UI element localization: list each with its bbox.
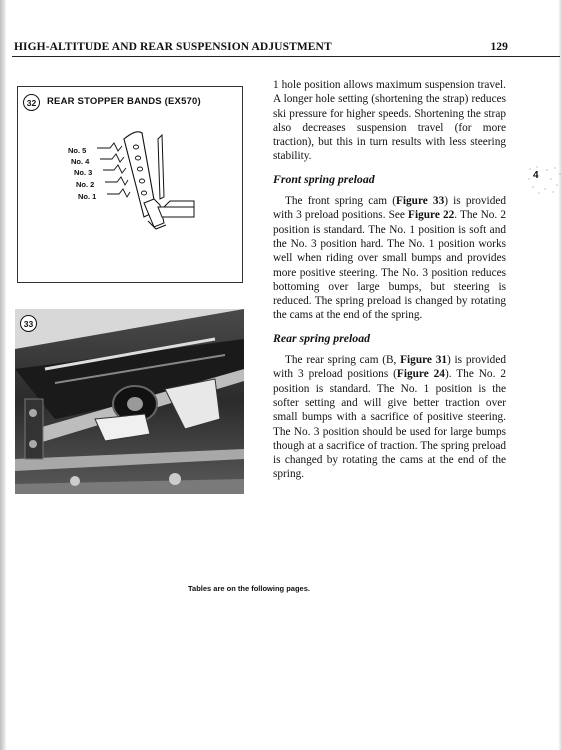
header-title: HIGH-ALTITUDE AND REAR SUSPENSION ADJUSTMENT: [14, 41, 332, 53]
position-label-4: No. 4: [71, 157, 90, 166]
text-run: The rear spring cam (B,: [285, 354, 401, 367]
figure-reference: Figure 22: [408, 209, 455, 222]
position-label-5: No. 5: [68, 146, 87, 155]
figure-32-box: [17, 86, 243, 283]
stopper-band-diagram: [66, 125, 196, 235]
position-label-1: No. 1: [78, 192, 97, 201]
figure-32-number: 32: [23, 94, 40, 111]
header-rule: [12, 56, 560, 57]
text-run: . The No. 2 position is standard. The No. 1 position is soft and the No. 3 position hard. The No. 1 position works well when riding over small bumps and provides more positive steering. The No. 3 position reduces bottoming over large bumps, but steering is reduced. The spring preload is changed by rotating the cams at the end of the spring.: [273, 209, 507, 322]
front-spring-heading: Front spring preload: [273, 171, 375, 186]
page-number: 129: [490, 41, 508, 53]
chapter-tab: [527, 165, 562, 195]
rear-spring-paragraph: [273, 353, 506, 482]
suspension-photo-illustration: [15, 309, 244, 494]
rear-spring-heading: Rear spring preload: [273, 330, 371, 345]
position-label-3: No. 3: [74, 168, 93, 177]
front-spring-paragraph: [273, 194, 506, 323]
text-run: ). The No. 2 position is standard. The No. 1 position is the softer setting and will give better traction over small bumps with a sacrifice of positive steering. The No. 3 position should be used for large bumps though at a sacrifice of traction. The spring preload is changed by rotating the cams at the end of the spring.: [273, 368, 506, 481]
text-run: ) is provided with 3 preload positions. See: [273, 195, 507, 222]
footer-note: Tables are on the following pages.: [188, 584, 310, 593]
figure-33-number: 33: [20, 315, 37, 332]
running-header: [14, 41, 508, 55]
position-label-2: No. 2: [76, 180, 95, 189]
text-run: ) is provided with 3 preload positions (: [273, 354, 506, 381]
page-edge-shadow: [558, 0, 562, 750]
figure-reference: Figure 33: [395, 195, 445, 208]
text-run: The front spring cam (: [285, 195, 396, 208]
figure-32-title: REAR STOPPER BANDS (EX570): [47, 96, 201, 107]
intro-paragraph: 1 hole position allows maximum suspension travel. A longer hole setting (shortening the strap) reduces ski pressure for higher speeds. Shortening the strap also decreases suspension travel (for more traction), but this in turn results with less steering stability.: [273, 79, 506, 163]
figure-reference: Figure 31: [400, 354, 447, 367]
figure-reference: Figure 24: [396, 368, 445, 381]
page-binding-shadow: [0, 0, 6, 750]
figure-33-photo: [15, 309, 244, 494]
chapter-number: 4: [533, 170, 539, 181]
body-text-column: [273, 78, 506, 482]
